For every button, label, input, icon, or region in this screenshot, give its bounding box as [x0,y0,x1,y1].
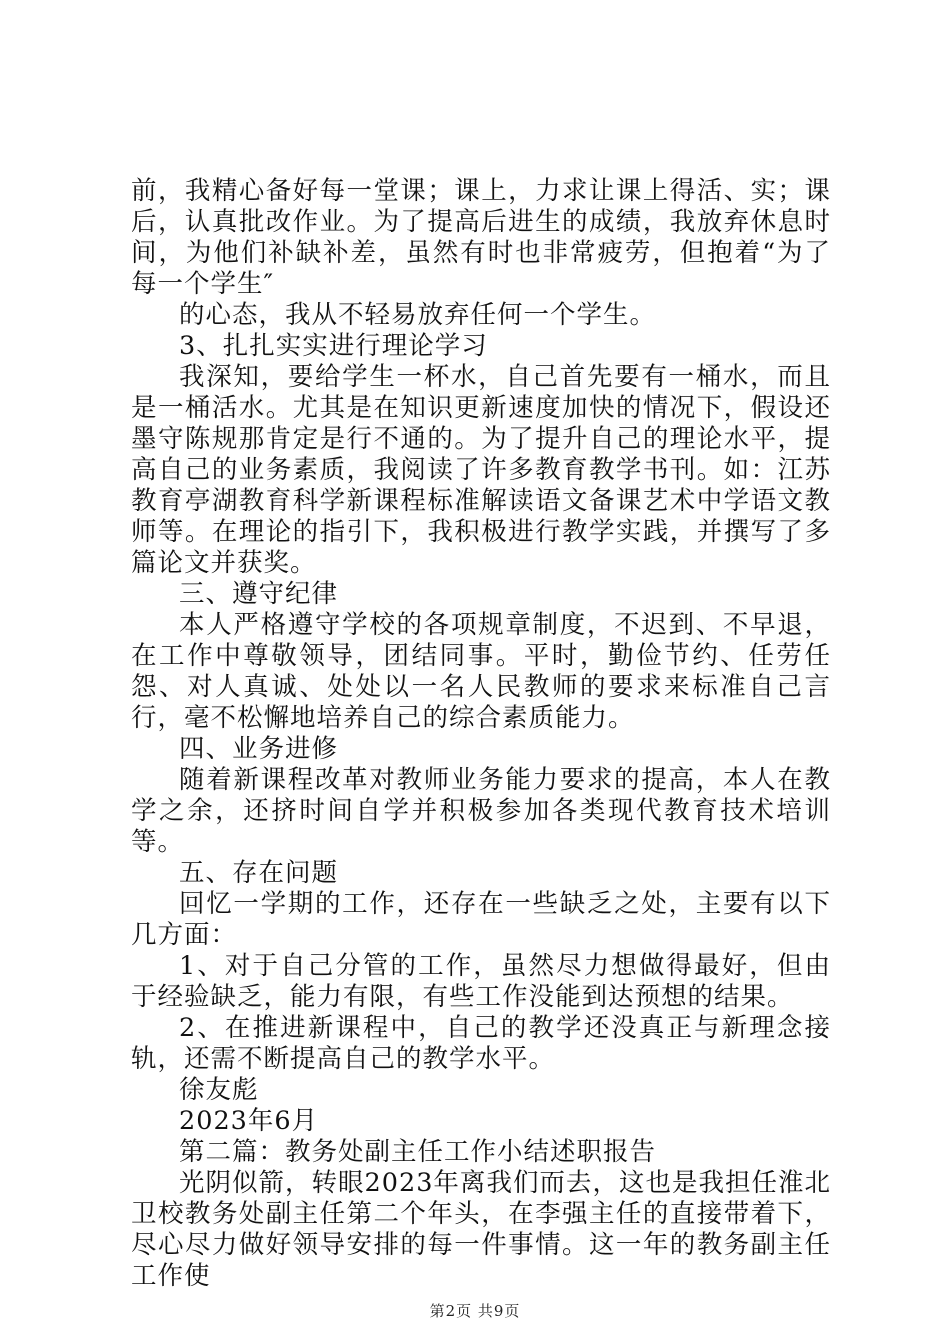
page-footer [0,1300,950,1321]
problem-item-1: 1、对于自己分管的工作，虽然尽力想做得最好，但由于经验缺乏，能力有限，有些工作没能到达预想的结果。 [131,951,831,1012]
page-number-label: 第2页 共9页 [429,1302,521,1320]
section-title-part-two: 第二篇：教务处副主任工作小结述职报告 [179,1137,657,1167]
heading-professional-training: 四、业务进修 [179,734,339,764]
problem-item-2: 2、在推进新课程中，自己的教学还没真正与新理念接轨，还需不断提高自己的教学水平。 [131,1013,831,1074]
heading-discipline: 三、遵守纪律 [179,579,339,609]
paragraph-professional-training: 随着新课程改革对教师业务能力要求的提高，本人在教学之余，还挤时间自学并积极参加各类现代教育技术培训等。 [131,765,831,857]
paragraph-continuation: 前，我精心备好每一堂课；课上，力求让课上得活、实；课后，认真批改作业。为了提高后进生的成绩，我放弃休息时间，为他们补缺补差，虽然有时也非常疲劳，但抱着“为了每一个学生″ [131,176,831,299]
heading-existing-problems: 五、存在问题 [179,858,339,888]
document-date: 2023年6月 [179,1106,319,1136]
paragraph-part-two-intro: 光阴似箭，转眼2023年离我们而去，这也是我担任淮北卫校教务处副主任第二个年头，在李强主任的直接带着下，尽心尽力做好领导安排的每一件事情。这一年的教务副主任工作使 [131,1168,831,1291]
document-body [131,176,831,1292]
paragraph-mindset: 的心态，我从不轻易放弃任何一个学生。 [179,300,657,330]
paragraph-theory-study: 我深知，要给学生一杯水，自己首先要有一桶水，而且是一桶活水。尤其是在知识更新速度加快的情况下，假设还墨守陈规那肯定是行不通的。为了提升自己的理论水平，提高自己的业务素质，我阅读了许多教育教学书刊。如：江苏教育亭湖教育科学新课程标准解读语文备课艺术中学语文教师等。在理论的指引下，我积极进行教学实践，并撰写了多篇论文并获奖。 [131,362,831,578]
author-name: 徐友彪 [179,1075,259,1105]
paragraph-existing-problems: 回忆一学期的工作，还存在一些缺乏之处，主要有以下几方面： [131,889,831,950]
paragraph-discipline: 本人严格遵守学校的各项规章制度，不迟到、不早退，在工作中尊敬领导，团结同事。平时，勤俭节约、任劳任怨、对人真诚、处处以一名人民教师的要求来标准自己言行，毫不松懈地培养自己的综合素质能力。 [131,610,831,733]
heading-theory-study: 3、扎扎实实进行理论学习 [179,331,488,361]
